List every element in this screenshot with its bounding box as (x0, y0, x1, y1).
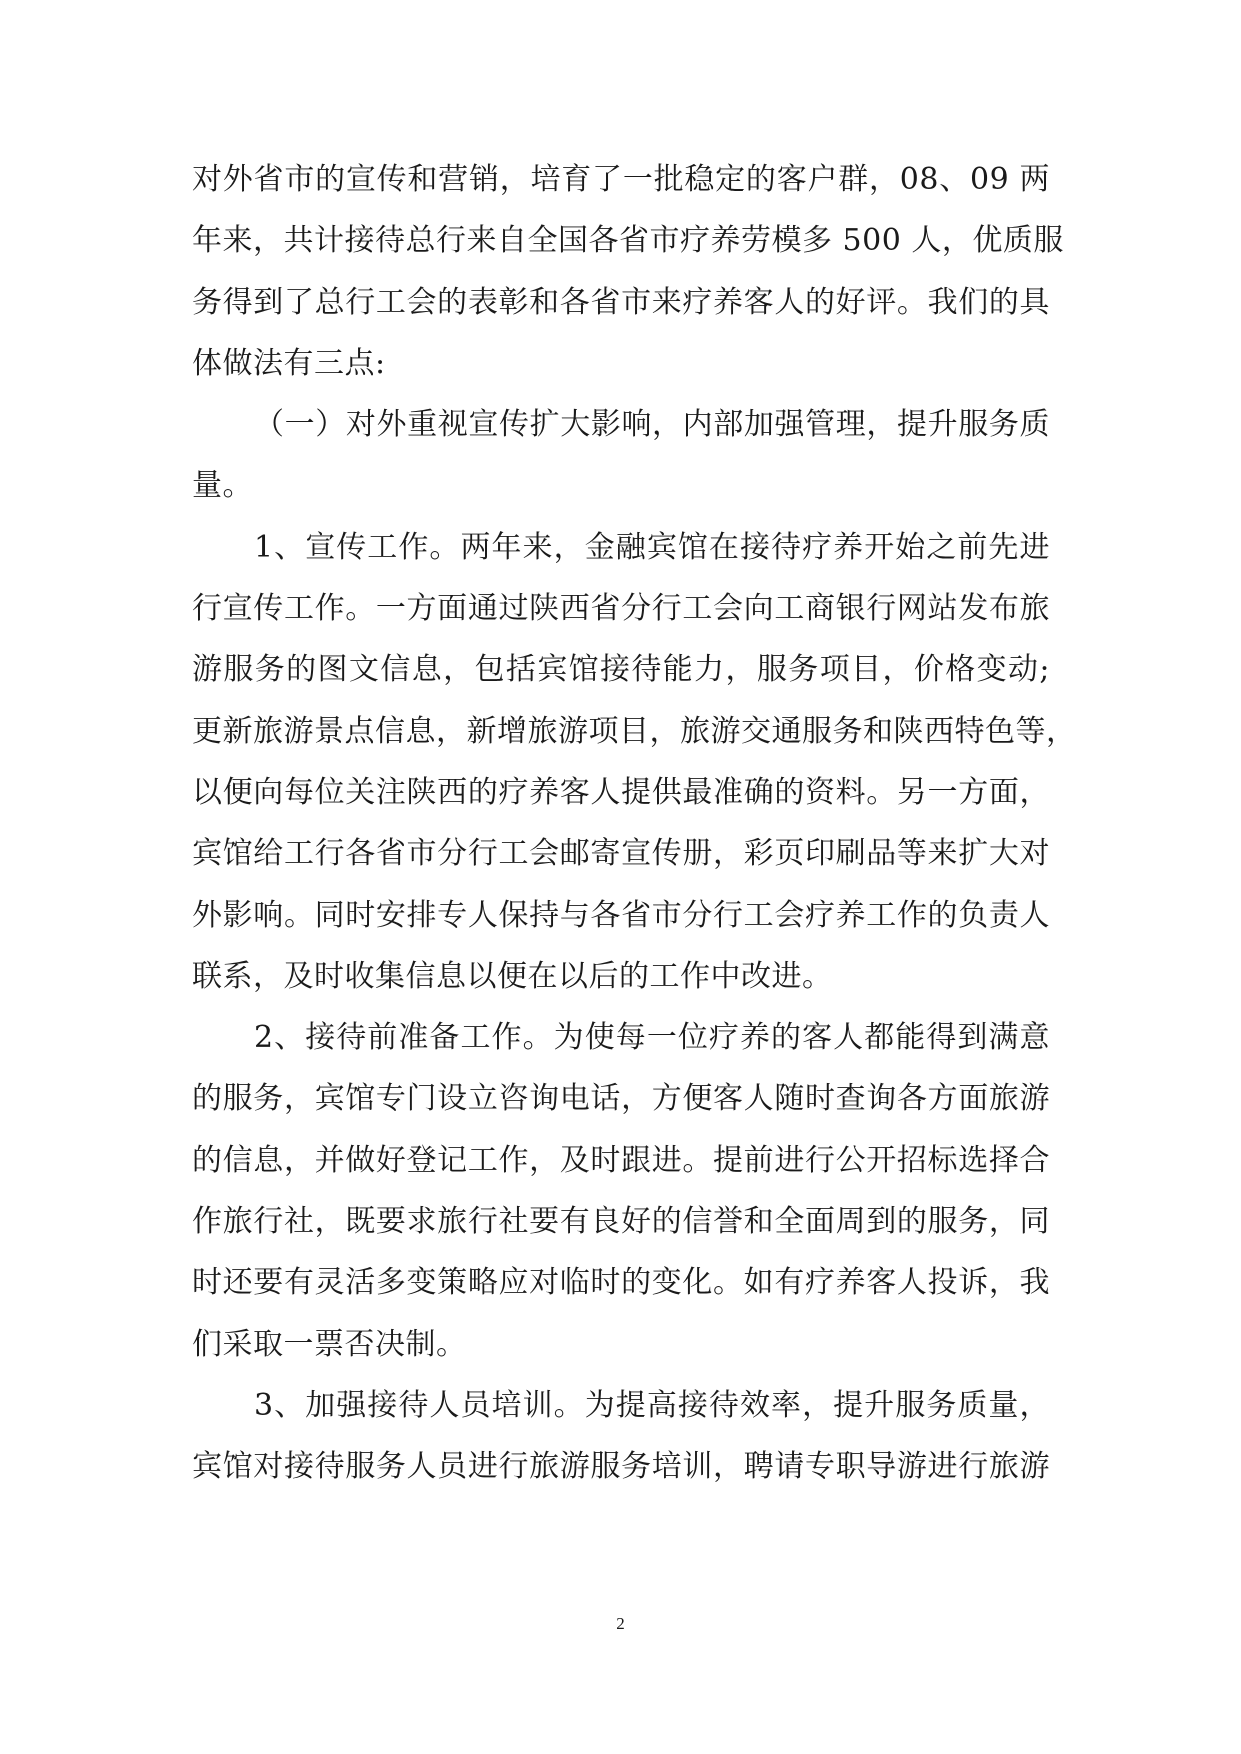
text-line: 宾馆对接待服务人员进行旅游服务培训，聘请专职导游进行旅游 (192, 1449, 1050, 1485)
text-line: 更新旅游景点信息，新增旅游项目，旅游交通服务和陕西特色等， (192, 713, 1077, 749)
text-line: 行宣传工作。一方面通过陕西省分行工会向工商银行网站发布旅 (192, 591, 1050, 627)
body-text (192, 149, 1077, 1498)
text-line: 年来，共计接待总行来自全国各省市疗养劳模多 500 人，优质服 (192, 223, 1064, 259)
text-line: 1、宣传工作。两年来，金融宾馆在接待疗养开始之前先进 (254, 529, 1050, 565)
text-line: 作旅行社，既要求旅行社要有良好的信誉和全面周到的服务，同 (192, 1204, 1050, 1240)
section-heading-line: （一）对外重视宣传扩大影响，内部加强管理，提升服务质 (254, 407, 1050, 443)
text-line: 的服务，宾馆专门设立咨询电话，方便客人随时查询各方面旅游 (192, 1081, 1050, 1117)
text-line: 对外省市的宣传和营销，培育了一批稳定的客户群，08、09 两 (192, 162, 1050, 197)
text-line: 3、加强接待人员培训。为提高接待效率，提升服务质量， (254, 1387, 1050, 1423)
text-line: 联系，及时收集信息以便在以后的工作中改进。 (192, 958, 833, 994)
text-line: 宾馆给工行各省市分行工会邮寄宣传册，彩页印刷品等来扩大对 (192, 836, 1050, 872)
text-line: 们采取一票否决制。 (192, 1326, 467, 1362)
section-heading-line: 量。 (192, 468, 253, 504)
text-line: 的信息，并做好登记工作，及时跟进。提前进行公开招标选择合 (192, 1142, 1050, 1178)
text-line: 时还要有灵活多变策略应对临时的变化。如有疗养客人投诉，我 (192, 1265, 1050, 1301)
page-number: 2 (616, 1614, 625, 1633)
text-line: 体做法有三点: (192, 345, 386, 381)
text-line: 务得到了总行工会的表彰和各省市来疗养客人的好评。我们的具 (192, 284, 1050, 320)
text-line: 2、接待前准备工作。为使每一位疗养的客人都能得到满意 (254, 1020, 1050, 1056)
text-line: 外影响。同时安排专人保持与各省市分行工会疗养工作的负责人 (192, 897, 1050, 933)
text-line: 以便向每位关注陕西的疗养客人提供最准确的资料。另一方面， (192, 774, 1050, 810)
text-line: 游服务的图文信息，包括宾馆接待能力，服务项目，价格变动; (192, 652, 1050, 688)
